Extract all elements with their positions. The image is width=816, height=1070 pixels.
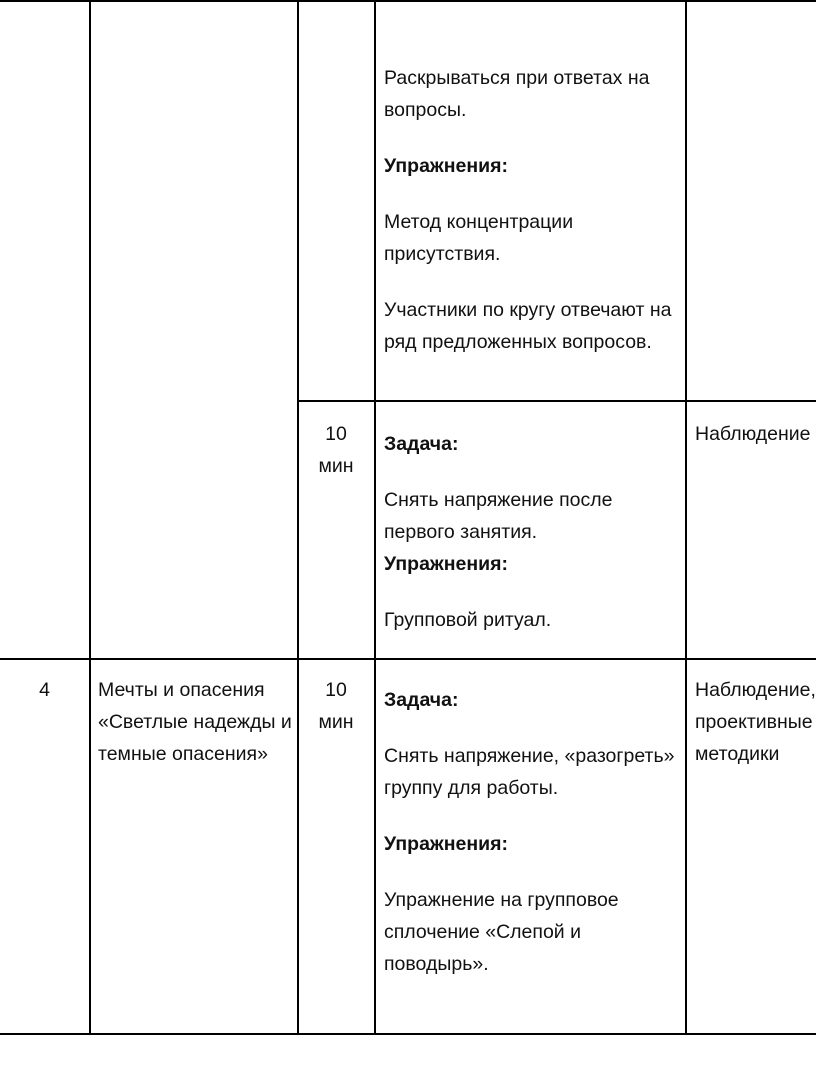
content-cell-row4 [384,684,680,980]
exercise-item: Участники по кругу отвечают на ряд предложенных вопросов. [384,299,672,353]
col-border-2 [297,0,299,1034]
col-border-1 [89,0,91,1034]
row-border-bottom [0,1033,816,1035]
row-border-sub [297,400,816,402]
row-number: 4 [39,679,50,701]
time-cell: 10 мин [318,423,354,477]
task-text: Снять напряжение, «разогреть» группу для работы. [384,745,675,799]
row-border-top [0,0,816,2]
topic-cell: Мечты и опасения «Светлые надежды и темные опасения» [98,679,292,765]
exercise-item: Метод концентрации присутствия. [384,211,574,265]
task-label: Задача: [384,433,459,455]
content-cell-prev-b [384,428,680,636]
time-cell: 10 мин [318,679,354,733]
content-line: Раскрываться при ответах на вопросы. [384,67,650,121]
col-border-3 [374,0,376,1034]
task-label: Задача: [384,689,459,711]
content-cell-prev [384,62,680,358]
row-border-4 [0,658,816,660]
exercise-item: Упражнение на групповое сплочение «Слепой и поводырь». [384,889,619,975]
task-text: Снять напряжение после первого занятия. [384,489,613,543]
control-cell: Наблюдение [695,423,811,445]
exercise-item: Групповой ритуал. [384,609,552,631]
exercises-label: Упражнения: [384,833,509,855]
exercises-label: Упражнения: [384,155,509,177]
exercises-label: Упражнения: [384,553,509,575]
control-cell: Наблюдение, проективные методики [695,679,816,765]
col-border-4 [685,0,687,1034]
